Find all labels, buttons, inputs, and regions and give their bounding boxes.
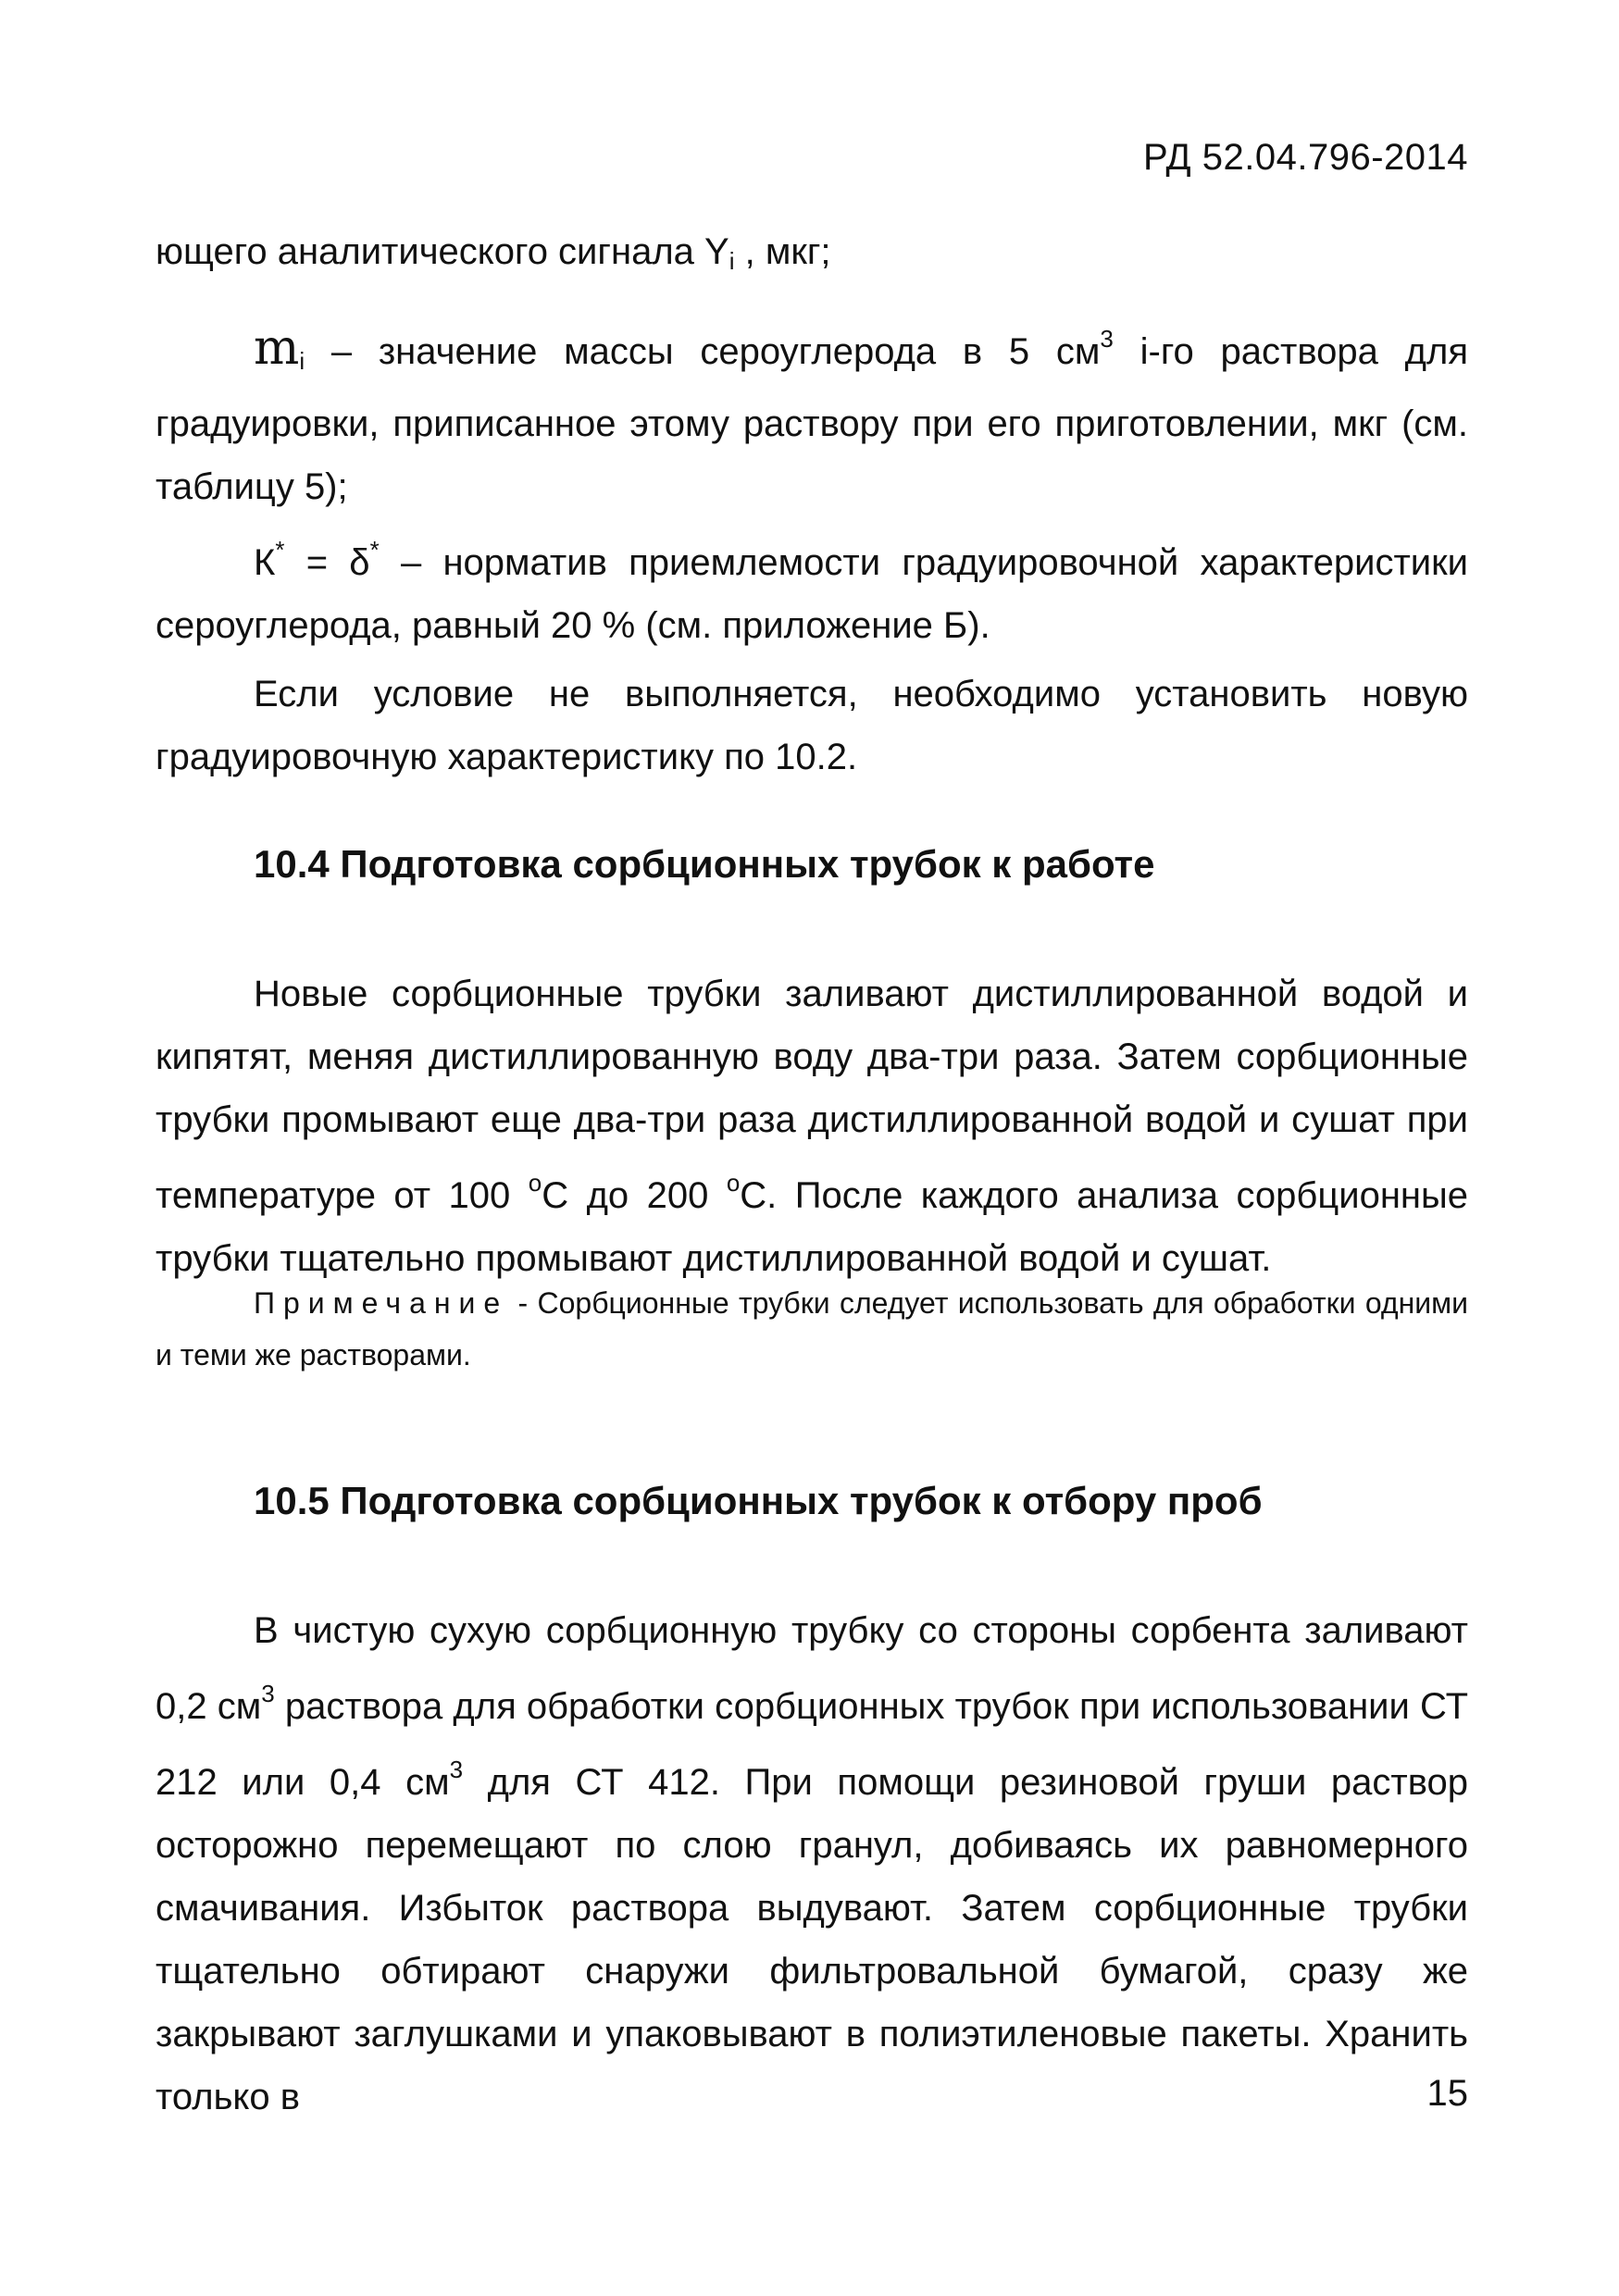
section-10-4-paragraph <box>156 962 1468 1290</box>
condition-paragraph: Если условие не выполняется, необходимо установить новую градуировочную характеристику по 10.2. <box>156 674 1468 777</box>
section-10-5-heading: 10.5 Подготовка сорбционных трубок к отбору проб <box>254 1479 1263 1522</box>
k-symbol: К <box>254 542 276 583</box>
section-10-4-heading: 10.4 Подготовка сорбционных трубок к работе <box>254 842 1155 886</box>
signal-unit: , мкг; <box>734 231 831 272</box>
delta-star: * <box>369 536 380 564</box>
page-number: 15 <box>1426 2073 1468 2114</box>
k-star: * <box>275 536 285 564</box>
mass-text-b: i-го раствора для градуировки, приписанное этому раствору при его приготовлении, мкг (см. таблицу 5); <box>156 331 1468 507</box>
cm3-superscript-2: 3 <box>449 1756 464 1783</box>
section-10-5-paragraph <box>156 1599 1468 2128</box>
note-text: - Сорбционные трубки следует использовать для обработки одними и теми же растворами. <box>156 1286 1468 1371</box>
section-10-5-text-b: раствора для обработки сорбционных трубок при использовании СТ 212 или 0,4 см <box>156 1686 1468 1803</box>
definitions-block <box>156 220 1468 788</box>
document-code-header: РД 52.04.796-2014 <box>1143 137 1468 178</box>
degree-sign-2: о <box>726 1169 741 1197</box>
note-paragraph <box>156 1277 1468 1381</box>
section-10-4-text-a: Новые сорбционные трубки заливают дистиллированной водой и кипятят, меняя дистиллированную воду два-три раза. Затем сорбционные трубки промывают еще два-три раза дистиллированной водой и сушат при температуре от 100 <box>156 974 1468 1216</box>
mass-subscript: i <box>299 347 305 375</box>
k-equals: = δ <box>284 542 370 583</box>
mass-symbol: m <box>254 320 300 376</box>
tolerance-definition <box>156 518 1468 657</box>
section-10-4-text-b: С до 200 <box>542 1175 727 1216</box>
mass-superscript: 3 <box>1100 325 1114 353</box>
cm3-superscript-1: 3 <box>261 1680 275 1707</box>
tolerance-text: – норматив приемлемости градуировочной характеристики сероуглерода, равный 20 % (см. приложение Б). <box>156 542 1468 646</box>
section-10-4-text-c: С. После каждого анализа сорбционные трубки тщательно промывают дистиллированной водой и сушат. <box>156 1175 1468 1279</box>
degree-sign-1: о <box>528 1169 542 1197</box>
signal-definition-line <box>156 220 1468 292</box>
signal-subscript: i <box>729 247 735 275</box>
signal-text: ющего аналитического сигнала Y <box>156 231 729 272</box>
mass-definition <box>156 307 1468 518</box>
note-label: Примечание <box>254 1286 509 1320</box>
section-10-5-text-a: В чистую сухую сорбционную трубку со стороны сорбента заливают 0,2 см <box>156 1610 1468 1727</box>
section-10-5-text-c: для СТ 412. При помощи резиновой груши раствор осторожно перемещают по слою гранул, добиваясь их равномерного смачивания. Избыток раствора выдувают. Затем сорбционные трубки тщательно обтирают снаружи фильтровальной бумагой, сразу же закрывают заглушками и упаковывают в полиэтиленовые пакеты. Хранить только в <box>156 1762 1468 2117</box>
mass-text-a: – значение массы сероуглерода в 5 см <box>305 331 1101 372</box>
